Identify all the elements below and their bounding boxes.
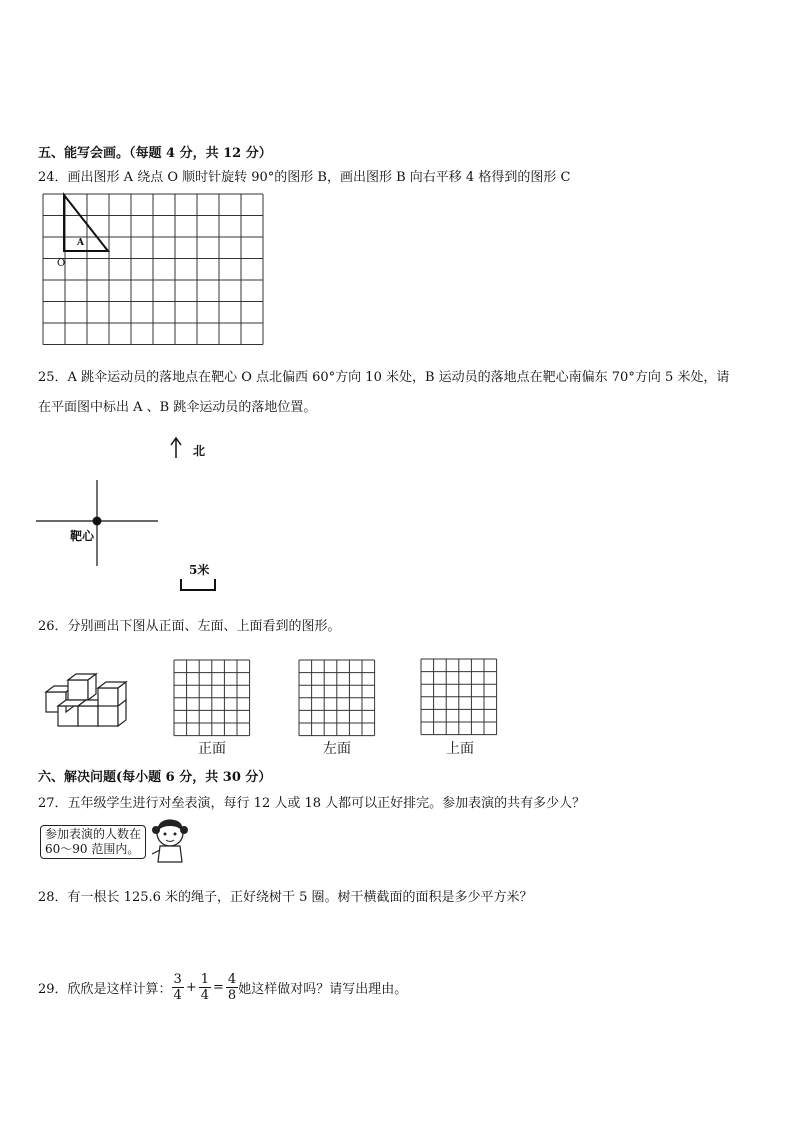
- question-24-text: 24．画出图形 A 绕点 O 顺时针旋转 90°的图形 B，画出图形 B 向右平移 4 格得到的图形 C: [38, 170, 571, 185]
- question-25-line2: 在平面图中标出 A 、B 跳伞运动员的落地位置。: [38, 400, 317, 415]
- section-5-title: 五、能写会画。（每题 4 分，共 12 分）: [38, 146, 272, 161]
- top-view-label: 上面: [446, 741, 474, 757]
- front-view-grid: [173, 659, 251, 737]
- fraction-3-4: $\frac{3}{4}$: [173, 972, 182, 1003]
- north-arrow-icon: [170, 437, 182, 459]
- point-o-label: O: [57, 258, 66, 269]
- top-view-grid: [420, 658, 498, 736]
- scale-bar: [180, 578, 216, 592]
- plus-sign: +: [185, 980, 197, 995]
- question-27-text: 27．五年级学生进行对垒表演，每行 12 人或 18 人都可以正好排完。参加表演的共有多少人？: [38, 796, 586, 811]
- hint-speech-bubble: [40, 825, 146, 859]
- question-29-suffix: 她这样做对吗？请写出理由。: [238, 982, 408, 997]
- fraction-4-8: $\frac{4}{8}$: [227, 972, 237, 1003]
- left-view-label: 左面: [323, 741, 351, 757]
- section-6-title: 六、解决问题(每小题 6 分，共 30 分）: [38, 770, 272, 785]
- fraction-1-4: $\frac{1}{4}$: [200, 972, 210, 1003]
- question-29-line: [38, 972, 407, 1003]
- cube-stack-figure: [44, 668, 126, 730]
- target-crosshair: [36, 480, 160, 568]
- hint-line-1: 参加表演的人数在: [45, 827, 142, 841]
- left-view-grid: [298, 659, 376, 737]
- equals-sign: =: [213, 980, 224, 995]
- target-center-dot: [93, 517, 102, 526]
- shape-a-label: A: [77, 238, 84, 248]
- north-label: 北: [193, 444, 206, 458]
- front-view-label: 正面: [198, 741, 226, 757]
- hint-line-2: 60～90 范围内。: [45, 842, 140, 856]
- scale-label: 5米: [189, 563, 210, 577]
- girl-cartoon-icon: [150, 818, 190, 864]
- shape-a-triangle: [64, 195, 108, 251]
- question-25-line1: 25．A 跳伞运动员的落地点在靶心 O 点北偏西 60°方向 10 米处，B 运动员的落地点在靶心南偏东 70°方向 5 米处，请: [38, 370, 730, 385]
- target-center-label: 靶心: [70, 529, 95, 543]
- q24-square-grid: [42, 193, 266, 345]
- question-26-text: 26．分别画出下图从正面、左面、上面看到的图形。: [38, 619, 341, 634]
- question-29-prefix: 29．欣欣是这样计算：: [38, 982, 172, 997]
- question-28-text: 28．有一根长 125.6 米的绳子，正好绕树干 5 圈。树干横截面的面积是多少平方米？: [38, 890, 533, 905]
